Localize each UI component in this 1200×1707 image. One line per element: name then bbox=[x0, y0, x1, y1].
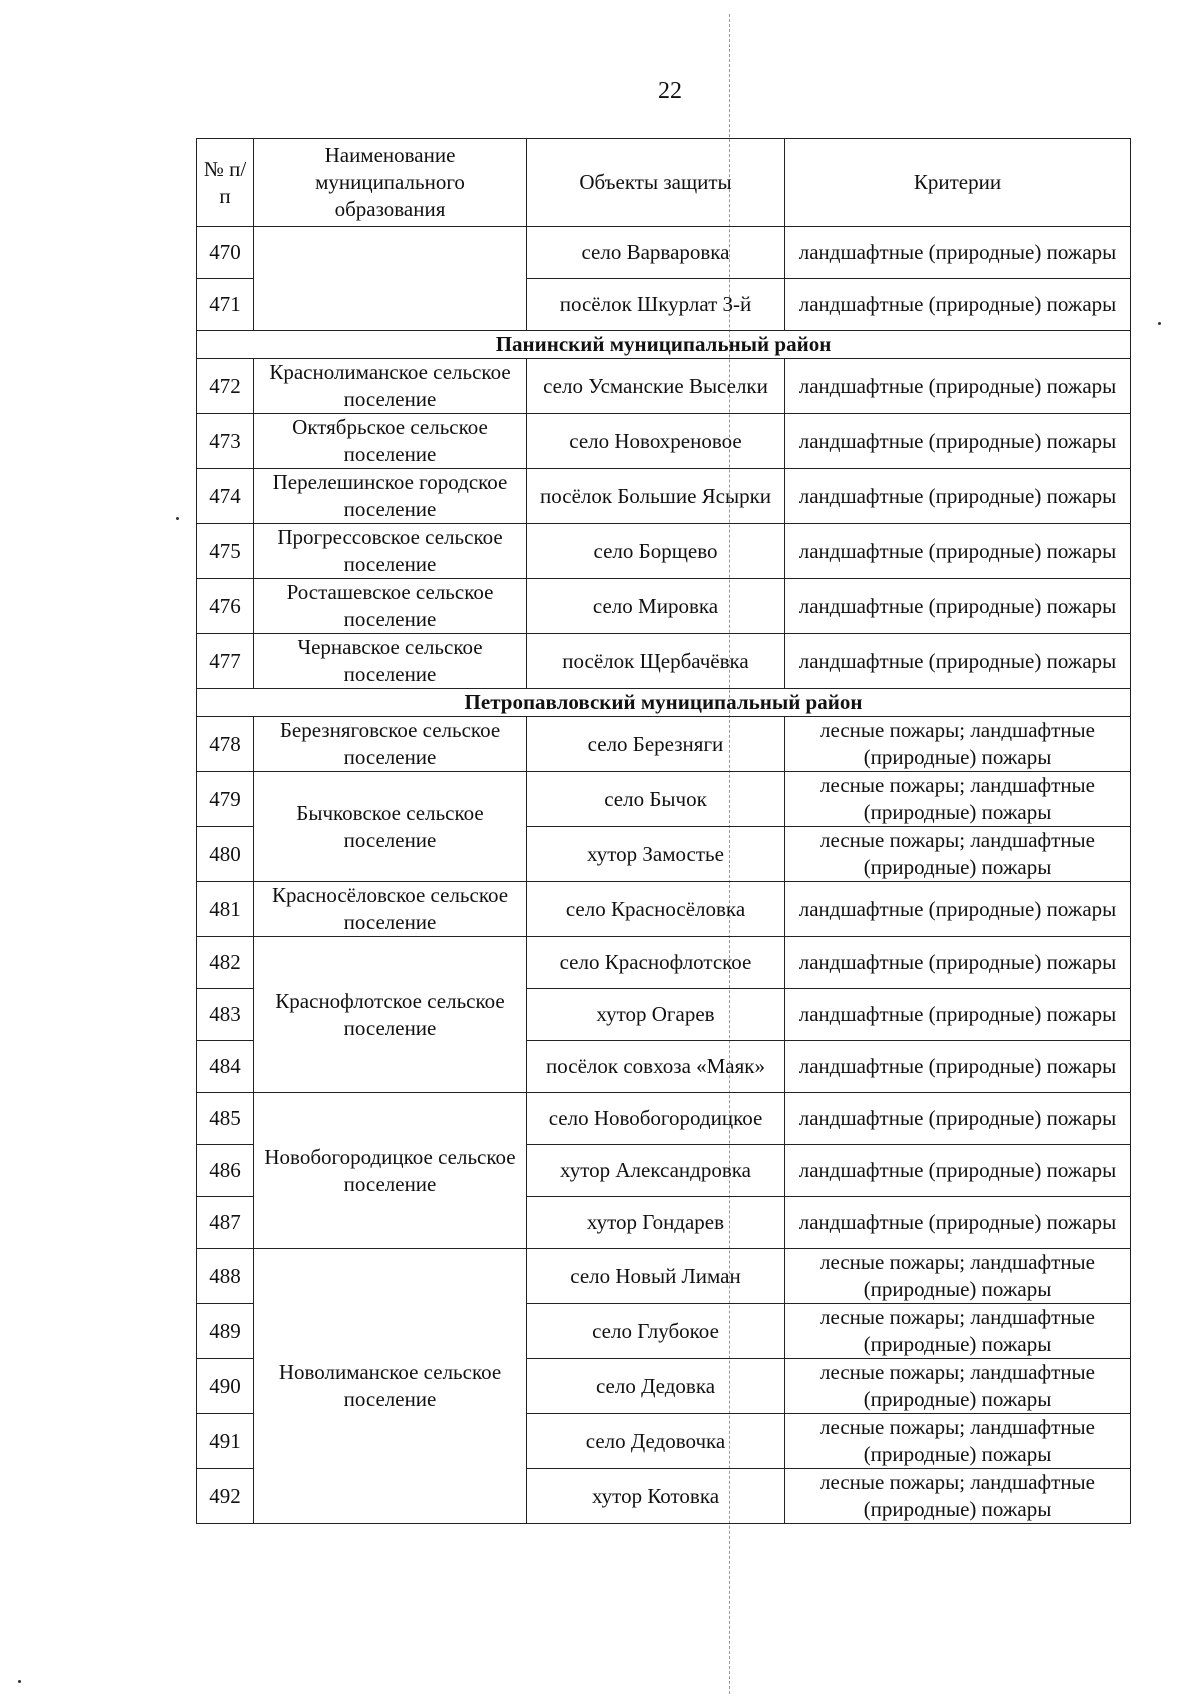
table-row bbox=[197, 882, 1131, 937]
table-row bbox=[197, 634, 1131, 689]
row-number: 471 bbox=[197, 279, 254, 331]
district-heading-row bbox=[197, 331, 1131, 359]
criteria: ландшафтные (природные) пожары bbox=[785, 579, 1131, 634]
municipality-name: Новолиманское сельское поселение bbox=[254, 1249, 527, 1524]
row-number: 475 bbox=[197, 524, 254, 579]
municipality-name: Прогрессовское сельское поселение bbox=[254, 524, 527, 579]
criteria: ландшафтные (природные) пожары bbox=[785, 882, 1131, 937]
municipality-name: Перелешинское городское поселение bbox=[254, 469, 527, 524]
table-row bbox=[197, 717, 1131, 772]
protection-object: посёлок Щербачёвка bbox=[527, 634, 785, 689]
row-number: 477 bbox=[197, 634, 254, 689]
protection-object: посёлок Большие Ясырки bbox=[527, 469, 785, 524]
criteria: лесные пожары; ландшафтные (природные) пожары bbox=[785, 717, 1131, 772]
protection-object: село Мировка bbox=[527, 579, 785, 634]
criteria: ландшафтные (природные) пожары bbox=[785, 1093, 1131, 1145]
criteria: ландшафтные (природные) пожары bbox=[785, 1197, 1131, 1249]
table-row bbox=[197, 1249, 1131, 1304]
table-row bbox=[197, 469, 1131, 524]
protection-object: село Дедовка bbox=[527, 1359, 785, 1414]
criteria: лесные пожары; ландшафтные (природные) пожары bbox=[785, 1249, 1131, 1304]
criteria: лесные пожары; ландшафтные (природные) пожары bbox=[785, 1304, 1131, 1359]
scan-speck bbox=[176, 517, 179, 520]
protection-object: село Бычок bbox=[527, 772, 785, 827]
header-objects: Объекты защиты bbox=[527, 139, 785, 227]
row-number: 481 bbox=[197, 882, 254, 937]
protection-object: село Новохреновое bbox=[527, 414, 785, 469]
protection-object: село Новый Лиман bbox=[527, 1249, 785, 1304]
municipality-name: Краснолиманское сельское поселение bbox=[254, 359, 527, 414]
row-number: 483 bbox=[197, 989, 254, 1041]
protection-object: хутор Замостье bbox=[527, 827, 785, 882]
row-number: 488 bbox=[197, 1249, 254, 1304]
municipality-name: Октябрьское сельское поселение bbox=[254, 414, 527, 469]
criteria: лесные пожары; ландшафтные (природные) пожары bbox=[785, 1359, 1131, 1414]
municipality-name: Чернавское сельское поселение bbox=[254, 634, 527, 689]
header-municipality: Наименование муниципального образования bbox=[254, 139, 527, 227]
table-row bbox=[197, 359, 1131, 414]
row-number: 473 bbox=[197, 414, 254, 469]
table-header-row bbox=[197, 139, 1131, 227]
table-row bbox=[197, 772, 1131, 827]
municipality-name: Росташевское сельское поселение bbox=[254, 579, 527, 634]
criteria: лесные пожары; ландшафтные (природные) пожары bbox=[785, 772, 1131, 827]
criteria: ландшафтные (природные) пожары bbox=[785, 227, 1131, 279]
row-number: 485 bbox=[197, 1093, 254, 1145]
municipality-name: Березняговское сельское поселение bbox=[254, 717, 527, 772]
criteria: лесные пожары; ландшафтные (природные) пожары bbox=[785, 1469, 1131, 1524]
row-number: 490 bbox=[197, 1359, 254, 1414]
protection-object: хутор Котовка bbox=[527, 1469, 785, 1524]
criteria: ландшафтные (природные) пожары bbox=[785, 279, 1131, 331]
table-row bbox=[197, 937, 1131, 989]
protection-object: хутор Огарев bbox=[527, 989, 785, 1041]
row-number: 487 bbox=[197, 1197, 254, 1249]
row-number: 489 bbox=[197, 1304, 254, 1359]
row-number: 479 bbox=[197, 772, 254, 827]
protection-object: село Усманские Выселки bbox=[527, 359, 785, 414]
page-number: 22 bbox=[658, 78, 682, 104]
criteria: ландшафтные (природные) пожары bbox=[785, 634, 1131, 689]
protection-object: село Глубокое bbox=[527, 1304, 785, 1359]
table-row bbox=[197, 227, 1131, 279]
protection-object: село Варваровка bbox=[527, 227, 785, 279]
row-number: 482 bbox=[197, 937, 254, 989]
table-row bbox=[197, 579, 1131, 634]
protection-object: хутор Александровка bbox=[527, 1145, 785, 1197]
protection-objects-table bbox=[196, 138, 1131, 1524]
protection-object: посёлок совхоза «Маяк» bbox=[527, 1041, 785, 1093]
row-number: 470 bbox=[197, 227, 254, 279]
table-row bbox=[197, 1093, 1131, 1145]
protection-object: село Березняги bbox=[527, 717, 785, 772]
table-row bbox=[197, 524, 1131, 579]
scan-speck bbox=[1158, 322, 1161, 325]
protection-object: село Новобогородицкое bbox=[527, 1093, 785, 1145]
row-number: 476 bbox=[197, 579, 254, 634]
protection-object: посёлок Шкурлат 3-й bbox=[527, 279, 785, 331]
protection-object: село Красносёловка bbox=[527, 882, 785, 937]
protection-object: хутор Гондарев bbox=[527, 1197, 785, 1249]
criteria: ландшафтные (природные) пожары bbox=[785, 524, 1131, 579]
protection-object: село Дедовочка bbox=[527, 1414, 785, 1469]
municipality-name: Новобогородицкое сельское поселение bbox=[254, 1093, 527, 1249]
row-number: 474 bbox=[197, 469, 254, 524]
criteria: ландшафтные (природные) пожары bbox=[785, 989, 1131, 1041]
municipality-name: Краснофлотское сельское поселение bbox=[254, 937, 527, 1093]
criteria: ландшафтные (природные) пожары bbox=[785, 1041, 1131, 1093]
municipality-name bbox=[254, 227, 527, 331]
row-number: 478 bbox=[197, 717, 254, 772]
district-heading: Петропавловский муниципальный район bbox=[197, 689, 1131, 717]
district-heading-row bbox=[197, 689, 1131, 717]
scan-speck bbox=[18, 1680, 21, 1683]
criteria: ландшафтные (природные) пожары bbox=[785, 937, 1131, 989]
row-number: 492 bbox=[197, 1469, 254, 1524]
criteria: ландшафтные (природные) пожары bbox=[785, 469, 1131, 524]
header-number: № п/п bbox=[197, 139, 254, 227]
criteria: лесные пожары; ландшафтные (природные) пожары bbox=[785, 1414, 1131, 1469]
protection-object: село Краснофлотское bbox=[527, 937, 785, 989]
row-number: 472 bbox=[197, 359, 254, 414]
row-number: 486 bbox=[197, 1145, 254, 1197]
criteria: ландшафтные (природные) пожары bbox=[785, 414, 1131, 469]
header-criteria: Критерии bbox=[785, 139, 1131, 227]
municipality-name: Красносёловское сельское поселение bbox=[254, 882, 527, 937]
criteria: ландшафтные (природные) пожары bbox=[785, 359, 1131, 414]
protection-object: село Борщево bbox=[527, 524, 785, 579]
row-number: 484 bbox=[197, 1041, 254, 1093]
table-row bbox=[197, 414, 1131, 469]
criteria: ландшафтные (природные) пожары bbox=[785, 1145, 1131, 1197]
municipality-name: Бычковское сельское поселение bbox=[254, 772, 527, 882]
district-heading: Панинский муниципальный район bbox=[197, 331, 1131, 359]
table-body bbox=[197, 227, 1131, 1524]
criteria: лесные пожары; ландшафтные (природные) пожары bbox=[785, 827, 1131, 882]
row-number: 480 bbox=[197, 827, 254, 882]
row-number: 491 bbox=[197, 1414, 254, 1469]
